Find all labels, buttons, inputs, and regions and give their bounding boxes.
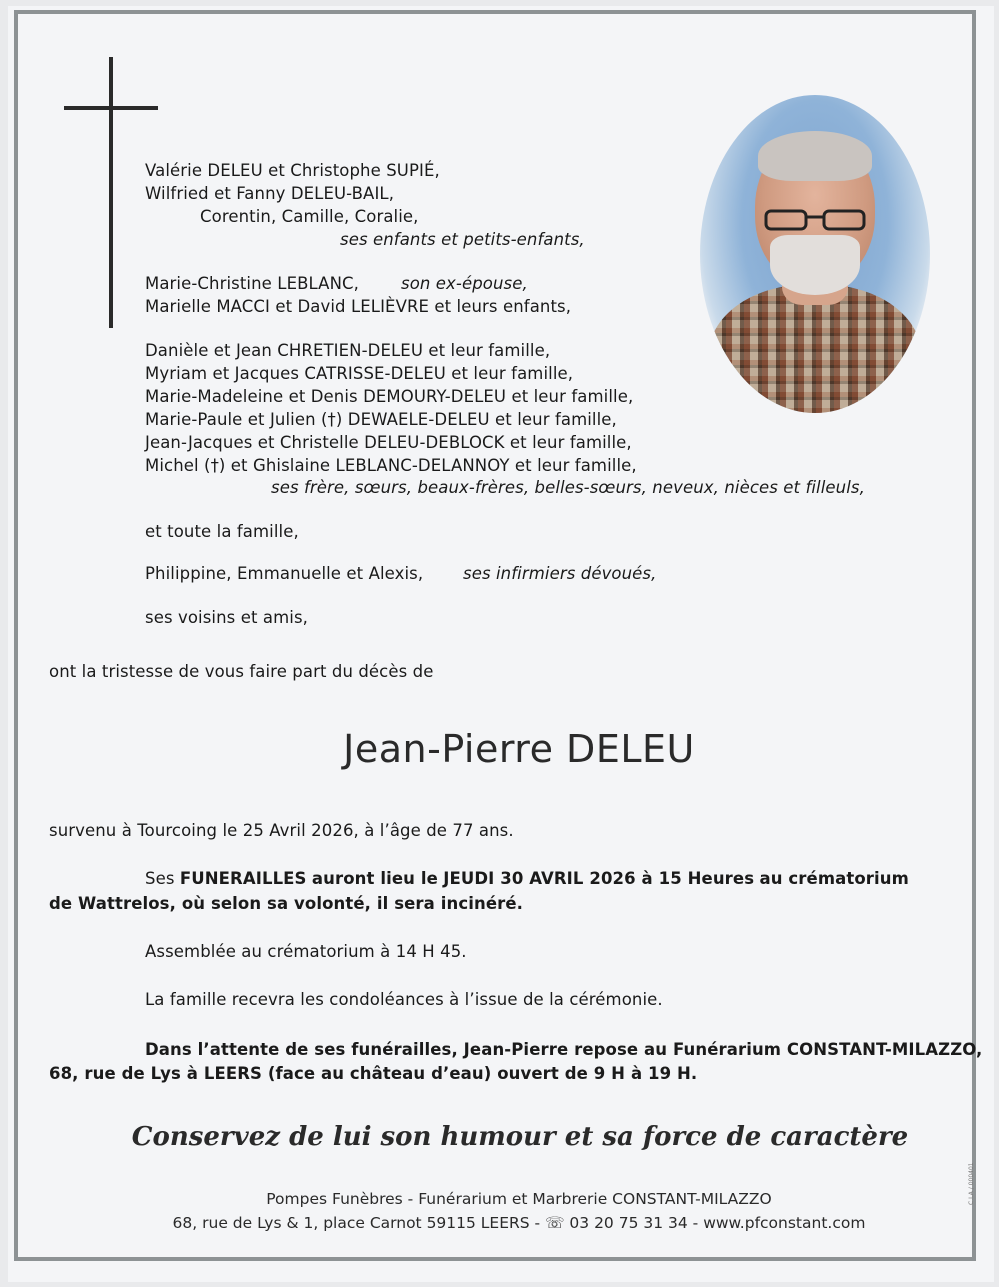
announcement-text: ont la tristesse de vous faire part du décès de [49, 662, 434, 681]
rest-line-1: Dans l’attente de ses funérailles, Jean-Pierre repose au Funérarium CONSTANT-MILAZZO, [145, 1040, 983, 1059]
funeral-text: Ses [145, 869, 175, 888]
portrait-photo [700, 95, 930, 413]
cross-icon [109, 57, 113, 328]
glasses-icon [760, 208, 870, 232]
footer-company: Pompes Funèbres - Funérarium et Marbrerie CONSTANT-MILAZZO [266, 1190, 772, 1208]
funeral-line-2: de Wattrelos, où selon sa volonté, il sera incinéré. [49, 894, 524, 913]
phone-icon: ☏ [545, 1214, 565, 1232]
siblings-role: ses frère, sœurs, beaux-frères, belles-sœurs, neveux, nièces et filleuls, [271, 478, 865, 497]
funeral-keyword: FUNERAILLES [179, 869, 307, 888]
portrait-beard [770, 235, 860, 295]
footer-address: 68, rue de Lys & 1, place Carnot 59115 LEERS - [172, 1214, 541, 1232]
funeral-line-1 [145, 868, 909, 890]
death-info: survenu à Tourcoing le 25 Avril 2026, à l’âge de 77 ans. [49, 821, 514, 840]
neighbours: ses voisins et amis, [145, 608, 308, 627]
funeral-place: au crématorium [759, 869, 909, 888]
family-role-children: ses enfants et petits-enfants, [340, 230, 585, 249]
portrait-hair [758, 131, 872, 181]
family-line-1: Valérie DELEU et Christophe SUPIÉ, [145, 161, 440, 180]
rest-line-2: 68, rue de Lys à LEERS (face au château d’eau) ouvert de 9 H à 19 H. [49, 1064, 698, 1083]
nurses-names: Philippine, Emmanuelle et Alexis, [145, 564, 424, 583]
family-role-ex-wife: son ex-épouse, [401, 274, 528, 293]
sibling-line: Danièle et Jean CHRETIEN-DELEU et leur famille, [145, 341, 551, 360]
family-line-3: Corentin, Camille, Coralie, [200, 207, 419, 226]
motto: Conservez de lui son humour et sa force de caractère [131, 1122, 909, 1152]
assembly-time: Assemblée au crématorium à 14 H 45. [145, 942, 467, 961]
family-line-2: Wilfried et Fanny DELEU-BAIL, [145, 184, 395, 203]
footer-contact [0, 1213, 999, 1233]
sibling-line: Myriam et Jacques CATRISSE-DELEU et leur famille, [145, 364, 574, 383]
funeral-text: auront lieu le [311, 869, 438, 888]
condolences-note: La famille recevra les condoléances à l’issue de la cérémonie. [145, 990, 663, 1009]
sibling-line: Jean-Jacques et Christelle DELEU-DEBLOCK et leur famille, [145, 433, 632, 452]
family-line-6: Marielle MACCI et David LELIÈVRE et leurs enfants, [145, 297, 572, 316]
footer-phone-web: 03 20 75 31 34 - www.pfconstant.com [569, 1214, 866, 1232]
sibling-line: Michel (†) et Ghislaine LEBLANC-DELANNOY et leur famille, [145, 456, 637, 475]
cross-icon-bar [64, 106, 158, 110]
funeral-date: JEUDI 30 AVRIL 2026 à 15 Heures [443, 869, 755, 888]
sibling-line: Marie-Paule et Julien (†) DEWAELE-DELEU et leur famille, [145, 410, 617, 429]
nurses-role: ses infirmiers dévoués, [463, 564, 657, 583]
print-reference: C.I.A / 000401 [968, 1162, 975, 1205]
whole-family: et toute la famille, [145, 522, 299, 541]
deceased-name: Jean-Pierre DELEU [343, 727, 695, 771]
family-line-ex-wife: Marie-Christine LEBLANC, [145, 274, 359, 293]
sibling-line: Marie-Madeleine et Denis DEMOURY-DELEU et leur famille, [145, 387, 634, 406]
